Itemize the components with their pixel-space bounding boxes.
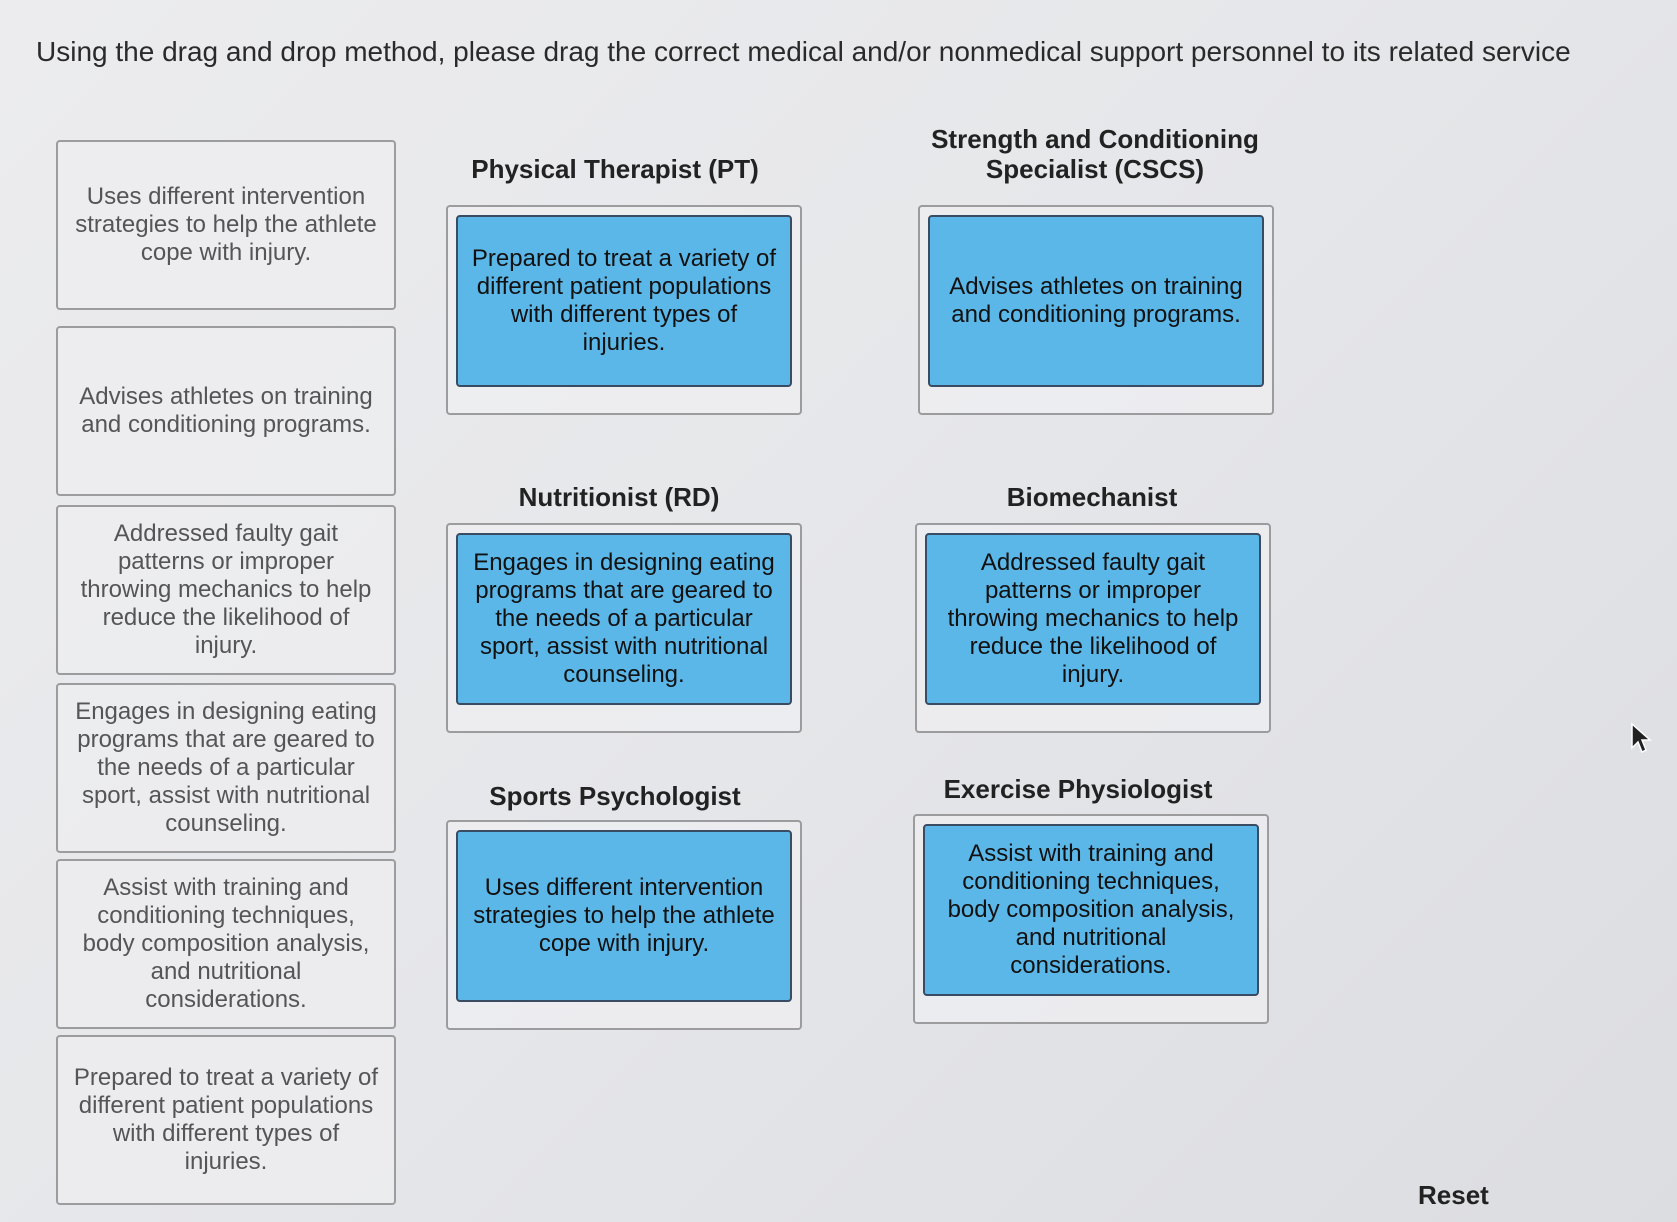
placed-card-pt[interactable]: Prepared to treat a variety of different patient populations with different types of injuries. bbox=[456, 215, 792, 387]
target-heading-pt: Physical Therapist (PT) bbox=[471, 154, 759, 184]
placed-card-nutritionist[interactable]: Engages in designing eating programs that are geared to the needs of a particular sport, assist with nutritional counseling. bbox=[456, 533, 792, 705]
source-card-sports-psych[interactable]: Uses different intervention strategies to help the athlete cope with injury. bbox=[56, 140, 396, 310]
drop-zone-sports-psych[interactable] bbox=[446, 820, 802, 1030]
placed-card-sports-psych[interactable]: Uses different intervention strategies to help the athlete cope with injury. bbox=[456, 830, 792, 1002]
placed-card-cscs[interactable]: Advises athletes on training and conditioning programs. bbox=[928, 215, 1264, 387]
placed-card-exercise-physiologist[interactable]: Assist with training and conditioning techniques, body composition analysis, and nutritional considerations. bbox=[923, 824, 1259, 996]
drop-zone-cscs[interactable] bbox=[918, 205, 1274, 415]
target-heading-exercise-physiologist: Exercise Physiologist bbox=[943, 774, 1213, 804]
source-card-physical-therapist[interactable]: Prepared to treat a variety of different patient populations with different types of injuries. bbox=[56, 1035, 396, 1205]
instruction-text: Using the drag and drop method, please drag the correct medical and/or nonmedical support personnel to its related service bbox=[36, 36, 1571, 67]
target-heading-biomechanist: Biomechanist bbox=[1006, 482, 1178, 512]
reset-button[interactable]: Reset bbox=[1418, 1180, 1489, 1210]
source-card-exercise-physiologist[interactable]: Assist with training and conditioning techniques, body composition analysis, and nutritional considerations. bbox=[56, 859, 396, 1029]
drop-zone-exercise-physiologist[interactable] bbox=[913, 814, 1269, 1024]
drop-zone-nutritionist[interactable] bbox=[446, 523, 802, 733]
drop-zone-pt[interactable] bbox=[446, 205, 802, 415]
target-heading-sports-psych: Sports Psychologist bbox=[489, 781, 741, 811]
source-card-biomechanist[interactable]: Addressed faulty gait patterns or improper throwing mechanics to help reduce the likelihood of injury. bbox=[56, 505, 396, 675]
placed-card-biomechanist[interactable]: Addressed faulty gait patterns or improper throwing mechanics to help reduce the likelihood of injury. bbox=[925, 533, 1261, 705]
source-card-nutritionist[interactable]: Engages in designing eating programs that are geared to the needs of a particular sport, assist with nutritional counseling. bbox=[56, 683, 396, 853]
mouse-pointer-icon bbox=[1630, 722, 1656, 756]
drop-zone-biomechanist[interactable] bbox=[915, 523, 1271, 733]
source-card-cscs[interactable]: Advises athletes on training and conditioning programs. bbox=[56, 326, 396, 496]
target-heading-cscs: Strength and Conditioning Specialist (CSCS) bbox=[931, 124, 1259, 184]
target-heading-nutritionist: Nutritionist (RD) bbox=[518, 482, 720, 512]
